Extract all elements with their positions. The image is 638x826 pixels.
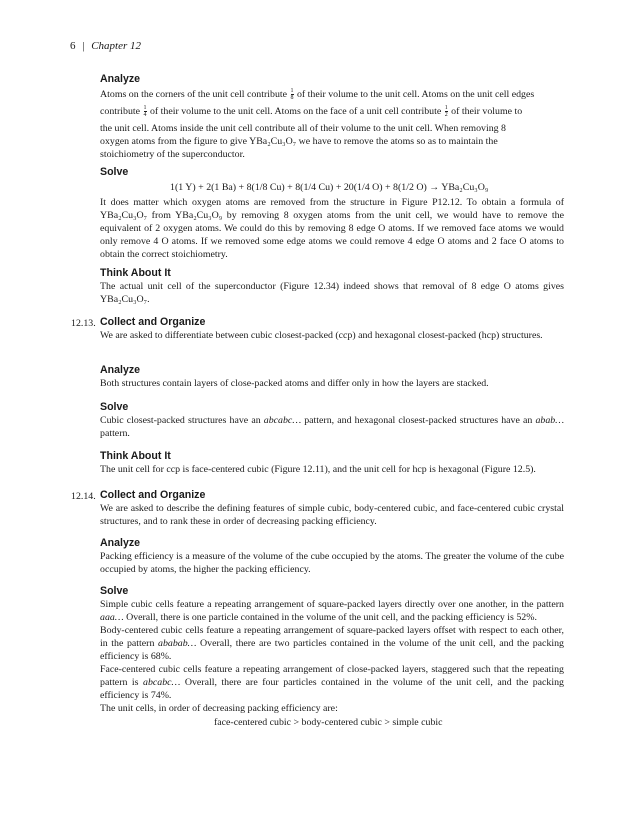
solve-paragraph: It does matter which oxygen atoms are removed from the structure in Figure P12.12. To obtain a formula of YBa₂Cu₃O₇ from YBa₂Cu₃O₉ by removing 8 oxygen atoms from the unit cell, we would have to remove the equivalent of 2 oxygen atoms. We could do this by removing 8 edge O atoms. If we removed face atoms we would only remove 4 O atoms. If we removed some edge atoms we could remove 4 edge O atoms and 2 face O atoms to obtain the correct stoichiometry. [100, 197, 564, 260]
fraction-face: $\frac{1}{2}$ [444, 105, 448, 119]
analyze-line-3: the unit cell. Atoms inside the unit cell contribute all of their volume to the unit cell. When removing 8 [100, 123, 506, 135]
analyze-heading: Analyze [100, 537, 141, 549]
collect-text-12-13: We are asked to differentiate between cubic closest-packed (ccp) and hexagonal closest-packed (hcp) structures. [100, 330, 543, 341]
analyze-heading: Analyze [100, 364, 141, 376]
analyze-text: of their volume to the unit cell. Atoms on the unit cell edges [296, 89, 535, 100]
solve-section-12-13 [100, 401, 564, 440]
chapter-title: Chapter 12 [91, 40, 142, 52]
collect-heading-12-14: Collect and Organize [100, 489, 206, 501]
analyze-text: Both structures contain layers of close-packed atoms and differ only in how the layers are stacked. [100, 378, 489, 389]
stoichiometry-equation: 1(1 Y) + 2(1 Ba) + 8(1/8 Cu) + 8(1/4 Cu) + 20(1/4 O) + 8(1/2 O) → YBa₂Cu₃O₉ [170, 182, 489, 193]
analyze-line-2 [100, 105, 564, 118]
problem-number-12-14: 12.14. [71, 491, 96, 502]
solve-section-12-14 [100, 585, 564, 715]
solve-heading: Solve [100, 401, 129, 413]
analyze-text: of their volume to [451, 106, 523, 118]
packing-order: face-centered cubic > body-centered cubic > simple cubic [214, 717, 443, 728]
analyze-line-1 [100, 88, 564, 101]
analyze-text: of their volume to the unit cell. Atoms on the face of a unit cell contribute [149, 106, 442, 118]
running-head [70, 40, 141, 52]
think-paragraph: The actual unit cell of the superconductor (Figure 12.34) indeed shows that removal of 8 edge O atoms gives YBa₂Cu₃O₇. [100, 281, 564, 305]
face-centered-cubic-text: Face-centered cubic cells feature a repeating arrangement of close-packed layers, staggered such that the repeating pattern is abcabc… Overall, there are four particles contained in the volume of the unit cell, and the packing efficiency is 74%. [100, 664, 564, 701]
page-number: 6 [70, 40, 76, 52]
analyze-section-1 [100, 73, 564, 161]
analyze-line-4: oxygen atoms from the figure to give YBa₂Cu₃O₇ we have to remove the atoms so as to maintain the [100, 136, 498, 148]
think-heading: Think About It [100, 267, 171, 279]
think-text: The unit cell for ccp is face-centered cubic (Figure 12.11), and the unit cell for hcp is hexagonal (Figure 12.5). [100, 464, 536, 475]
analyze-heading: Analyze [100, 73, 141, 85]
analyze-line-5: stoichiometry of the superconductor. [100, 149, 245, 161]
header-separator: | [82, 40, 85, 52]
analyze-section-12-14 [100, 537, 564, 576]
analyze-section-12-13 [100, 364, 564, 390]
think-heading: Think About It [100, 450, 171, 462]
think-section-1 [100, 267, 564, 306]
solve-text: Cubic closest-packed structures have an abcabc… pattern, and hexagonal closest-packed structures have an abab… pattern. [100, 415, 564, 439]
analyze-text: contribute [100, 106, 141, 118]
simple-cubic-text: Simple cubic cells feature a repeating arrangement of square-packed layers directly over one another, in the pattern aaa… Overall, there is one particle contained in the volume of the unit cell, and the packing efficiency is 52%. [100, 599, 564, 623]
body-centered-cubic-text: Body-centered cubic cells feature a repeating arrangement of square-packed layers offset with respect to each other, in the pattern ababab… Overall, there are two particles contained in the volume of the unit cell, and the packing efficiency is 68%. [100, 625, 564, 662]
think-section-12-13 [100, 450, 564, 476]
fraction-corner: $\frac{1}{8}$ [290, 88, 294, 102]
order-intro: The unit cells, in order of decreasing packing efficiency are: [100, 703, 338, 714]
solve-heading: Solve [100, 166, 129, 178]
fraction-edge: $\frac{1}{4}$ [143, 105, 147, 119]
collect-text-12-14: We are asked to describe the defining features of simple cubic, body-centered cubic, and face-centered cubic crystal structures, and to rank these in order of decreasing packing efficiency. [100, 503, 564, 527]
collect-heading-12-13: Collect and Organize [100, 316, 206, 328]
analyze-text: Packing efficiency is a measure of the volume of the cube occupied by the atoms. The greater the volume of the cube occupied by atoms, the higher the packing efficiency. [100, 551, 564, 575]
problem-number-12-13: 12.13. [71, 318, 96, 329]
analyze-text: Atoms on the corners of the unit cell contribute [100, 89, 288, 100]
solve-heading: Solve [100, 585, 129, 597]
